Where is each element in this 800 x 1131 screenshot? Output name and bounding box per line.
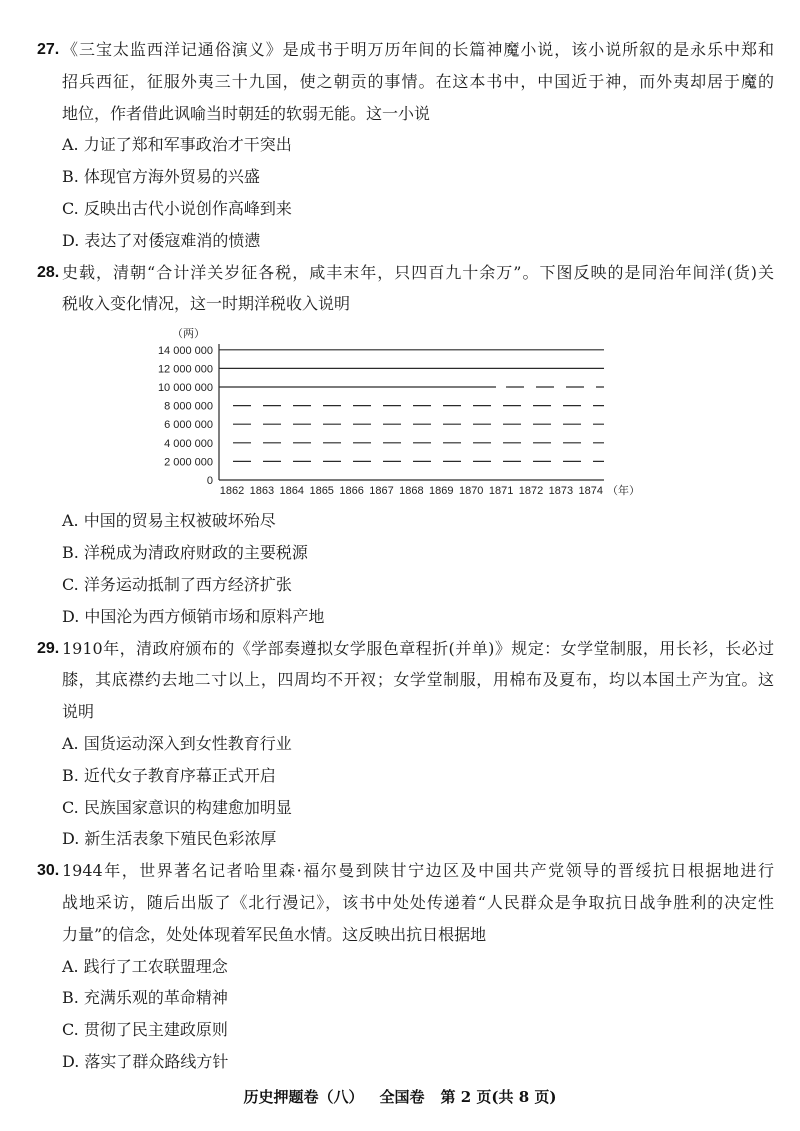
y-tick-label: 4 000 000 (164, 437, 213, 450)
q29-option-a: A. 国货运动深入到女性教育行业 (62, 733, 292, 753)
q29-option-c: C. 民族国家意识的构建愈加明显 (62, 797, 292, 817)
q27-number: 27. (37, 41, 60, 58)
page-footer (0, 1087, 800, 1107)
q30-option-b: B. 充满乐观的革命精神 (62, 988, 228, 1008)
x-tick-label: 1870 (458, 485, 484, 498)
y-tick-label: 8 000 000 (164, 400, 213, 413)
q28-stem-line-2 (62, 288, 774, 320)
q28-number: 28. (37, 263, 60, 281)
q27-option-d: D. 表达了对倭寇难消的愤懑 (62, 230, 261, 250)
question-27 (0, 34, 800, 257)
q29-stem-text-2: 膝，其底襟约去地二寸以上，四周均不开衩；女学堂制服，用棉布及夏布，均以本国土产为宜。这 (62, 670, 774, 690)
x-tick-label: 1865 (309, 485, 334, 498)
q29-stem-line-3 (62, 696, 774, 728)
chart-x-ticks (220, 485, 603, 497)
x-tick-label: 1869 (429, 485, 454, 498)
page-content (0, 34, 800, 1078)
y-unit-label: （两） (172, 327, 205, 341)
q28-chart (0, 320, 800, 505)
q30-number: 30. (37, 862, 60, 880)
q27-option-b: B. 体现官方海外贸易的兴盛 (62, 167, 260, 187)
q28-option-d: D. 中国沦为西方倾销市场和原料产地 (62, 606, 325, 626)
q30-stem-text-2: 战地采访，随后出版了《北行漫记》，该书中处处传递着“人民群众是争取抗日战争胜利的决定性 (62, 892, 774, 912)
q28-stem-line-1 (37, 257, 774, 289)
footer-paper-title: 历史押题卷（八） (243, 1088, 364, 1106)
q29-stem-text-1: 1910年，清政府颁布的《学部奏遵拟女学服色章程折(并单)》规定：女学堂制服，用长衫，长必过 (62, 638, 774, 658)
footer-page-number: 第 2 页(共 8 页) (440, 1088, 557, 1106)
q27-option-a: A. 力证了郑和军事政治才干突出 (62, 135, 292, 155)
chart-gridlines (219, 350, 604, 462)
q28-option-b: B. 洋税成为清政府财政的主要税源 (62, 543, 308, 563)
question-28 (0, 257, 800, 633)
q30-stem-line-2 (62, 887, 774, 919)
x-tick-label: 1867 (369, 485, 394, 498)
x-tick-label: 1872 (518, 485, 544, 498)
q30-stem-text-1: 1944年，世界著名记者哈里森·福尔曼到陕甘宁边区及中国共产党领导的晋绥抗日根据地进行 (62, 861, 774, 881)
q27-option-c: C. 反映出古代小说创作高峰到来 (62, 198, 292, 218)
chart-y-ticks (158, 345, 213, 487)
q29-option-d: D. 新生活表象下殖民色彩浓厚 (62, 829, 277, 849)
q28-option-a: A. 中国的贸易主权被破坏殆尽 (62, 511, 276, 531)
y-tick-label: 2 000 000 (164, 456, 213, 469)
q30-option-d: D. 落实了群众路线方针 (62, 1051, 229, 1071)
q27-stem-line-1 (37, 34, 774, 66)
question-29 (0, 633, 800, 856)
question-30 (0, 855, 800, 1078)
x-tick-label: 1871 (488, 485, 514, 498)
x-tick-label: 1862 (219, 485, 245, 498)
q29-stem-text-3: 说明 (62, 702, 95, 722)
q28-chart-svg (0, 320, 800, 505)
x-tick-label: 1863 (249, 485, 275, 498)
q30-stem-line-3 (62, 919, 774, 951)
x-tick-label: 1873 (548, 485, 574, 498)
y-tick-label: 14 000 000 (157, 344, 213, 357)
y-tick-label: 10 000 000 (157, 382, 213, 395)
q30-stem-line-1 (37, 855, 774, 887)
x-tick-label: 1868 (399, 485, 424, 498)
y-tick-label: 12 000 000 (157, 363, 213, 376)
y-tick-label: 0 (206, 475, 213, 488)
q27-stem-text-1: 《三宝太监西洋记通俗演义》是成书于明万历年间的长篇神魔小说，该小说所叙的是永乐中郑和 (62, 40, 774, 59)
q30-option-a: A. 践行了工农联盟理念 (62, 956, 228, 976)
q27-stem-text-3: 地位，作者借此讽喻当时朝廷的软弱无能。这一小说 (62, 103, 431, 123)
x-tick-label: 1866 (339, 485, 364, 498)
q28-stem-text-1: 史载，清朝“合计洋关岁征各税，咸丰末年，只四百九十余万”。下图反映的是同治年间洋(货)关 (62, 262, 774, 282)
x-tick-label: 1874 (578, 485, 604, 498)
x-unit-label: （年） (607, 484, 640, 498)
q27-stem-line-2 (62, 66, 774, 98)
q29-stem-line-2 (62, 664, 774, 696)
y-tick-label: 6 000 000 (164, 419, 213, 432)
q29-option-b: B. 近代女子教育序幕正式开启 (62, 765, 276, 785)
q29-number: 29. (37, 639, 60, 657)
q28-stem-text-2: 税收入变化情况，这一时期洋税收入说明 (62, 294, 351, 314)
q30-stem-text-3: 力量”的信念，处处体现着军民鱼水情。这反映出抗日根据地 (62, 924, 487, 944)
footer-paper-type: 全国卷 (379, 1088, 425, 1106)
x-tick-label: 1864 (279, 485, 305, 498)
q29-stem-line-1 (37, 633, 774, 665)
q30-option-c: C. 贯彻了民主建政原则 (62, 1020, 228, 1040)
q28-option-c: C. 洋务运动抵制了西方经济扩张 (62, 574, 292, 594)
q27-stem-line-3 (62, 98, 774, 130)
q27-stem-text-2: 招兵西征，征服外夷三十九国，使之朝贡的事情。在这本书中，中国近于神，而外夷却居于魔的 (62, 71, 774, 91)
